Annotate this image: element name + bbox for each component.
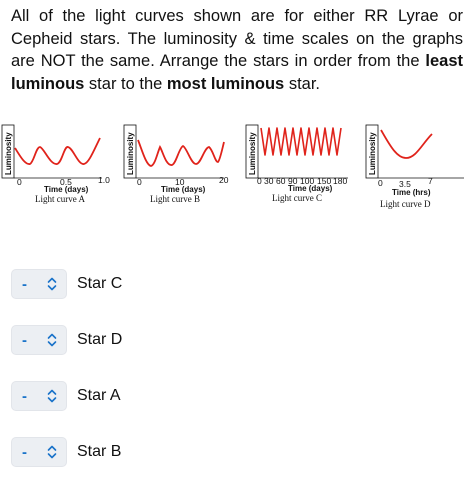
ordering-row-3 — [11, 380, 121, 412]
tick-c-4: 100 — [300, 176, 315, 186]
item-label-star-d: Star D — [77, 331, 123, 348]
select-value: - — [22, 387, 27, 405]
tick-b-2: 20 — [219, 175, 229, 185]
xlabel-b: Time (days) — [161, 185, 206, 194]
question-text: All of the light curves shown are for either RR Lyrae or Cepheid stars. The luminosity & time scales on the graphs are NOT the same. Arrange the stars in order from the least luminous star to the most luminous star. — [11, 7, 463, 93]
up-down-chevron-icon — [47, 333, 57, 347]
light-curve-b — [124, 120, 236, 217]
ylabel-c: Luminosity — [248, 132, 257, 175]
curve-c — [261, 128, 341, 155]
tick-c-6: 180 — [333, 176, 348, 186]
caption-a: Light curve A — [35, 194, 85, 204]
item-label-star-a: Star A — [77, 387, 121, 404]
tick-d-1: 3.5 — [399, 179, 411, 189]
tick-c-1: 30 — [264, 176, 274, 186]
ordering-row-1 — [11, 268, 122, 300]
tick-a-1: 0.5 — [60, 177, 72, 187]
tick-c-2: 60 — [276, 176, 286, 186]
caption-b: Light curve B — [150, 194, 200, 204]
tick-a-2: 1.0 — [98, 175, 110, 185]
light-curve-d — [366, 120, 472, 225]
ylabel-d: Luminosity — [368, 132, 377, 175]
ordering-row-2 — [11, 324, 122, 356]
select-value: - — [22, 331, 27, 349]
ordering-row-4 — [11, 436, 121, 468]
rank-select-4[interactable] — [11, 437, 67, 467]
item-label-star-b: Star B — [77, 443, 122, 460]
up-down-chevron-icon — [47, 445, 57, 459]
item-label-star-c: Star C — [77, 275, 123, 292]
light-curve-graphs — [0, 120, 474, 230]
xlabel-a: Time (days) — [44, 185, 89, 194]
ylabel-a: Luminosity — [4, 132, 13, 175]
select-value: - — [22, 275, 27, 293]
tick-d-0: 0 — [378, 178, 383, 188]
caption-c: Light curve C — [272, 193, 322, 203]
curve-b — [138, 140, 224, 166]
tick-a-0: 0 — [17, 177, 22, 187]
light-curve-a — [2, 120, 114, 217]
xlabel-c: Time (days) — [288, 184, 333, 193]
tick-d-2: 7 — [428, 176, 433, 186]
up-down-chevron-icon — [47, 389, 57, 403]
ylabel-b: Luminosity — [126, 132, 135, 175]
tick-c-5: 150 — [317, 176, 332, 186]
bold-least-luminous: least luminous — [11, 52, 463, 93]
tick-b-1: 10 — [175, 177, 185, 187]
bold-most-luminous: most luminous — [166, 74, 285, 93]
curve-a — [15, 138, 100, 164]
tick-b-0: 0 — [137, 177, 142, 187]
light-curve-c — [246, 120, 358, 217]
rank-select-3[interactable] — [11, 381, 67, 411]
tick-c-0: 0 — [257, 176, 262, 186]
up-down-chevron-icon — [47, 277, 57, 291]
xlabel-d: Time (hrs) — [392, 188, 431, 197]
tick-c-3: 90 — [288, 176, 298, 186]
caption-d: Light curve D — [380, 199, 431, 209]
select-value: - — [22, 443, 27, 461]
rank-select-2[interactable] — [11, 325, 67, 355]
rank-select-1[interactable] — [11, 269, 67, 299]
curve-d — [381, 130, 432, 158]
